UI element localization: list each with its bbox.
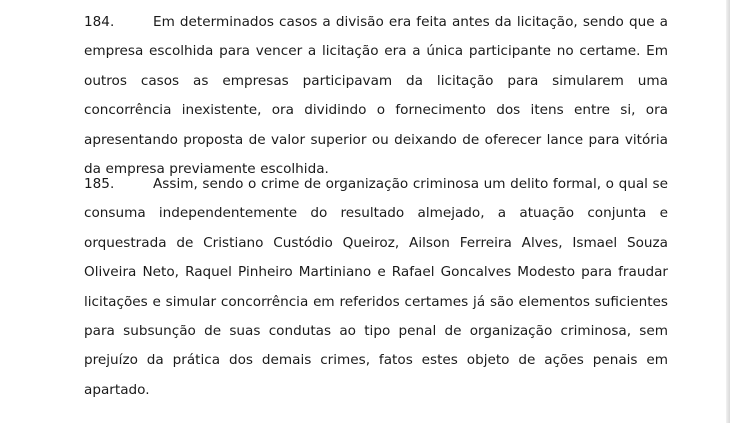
paragraph-text: Assim, sendo o crime de organização criminosa um delito formal, o qual se consuma independentemente do resultado almejado, a atuação conjunta e orquestrada de Cristiano Custódio Queiroz, Ailson Ferreira Alves, Ismael Souza Oliveira Neto, Raquel Pinheiro Martiniano e Rafael Goncalves Modesto para fraudar licitações e simular concorrência em referidos certames já são elementos suficientes para subsunção de suas condutas ao tipo penal de organização criminosa, sem prejuízo da prática dos demais crimes, fatos estes objeto de ações penais em apartado. bbox=[84, 176, 668, 398]
paragraph-185 bbox=[84, 170, 668, 405]
paragraph-184 bbox=[84, 8, 668, 184]
paragraph-number: 184. bbox=[84, 14, 115, 30]
page-edge-shadow bbox=[726, 0, 730, 423]
paragraph-number: 185. bbox=[84, 176, 115, 192]
paragraph-text: Em determinados casos a divisão era feita antes da licitação, sendo que a empresa escolhida para vencer a licitação era a única participante no certame. Em outros casos as empresas participavam da licitação para simularem uma concorrência inexistente, ora dividindo o fornecimento dos itens entre si, ora apresentando proposta de valor superior ou deixando de oferecer lance para vitória da empresa previamente escolhida. bbox=[84, 14, 668, 178]
